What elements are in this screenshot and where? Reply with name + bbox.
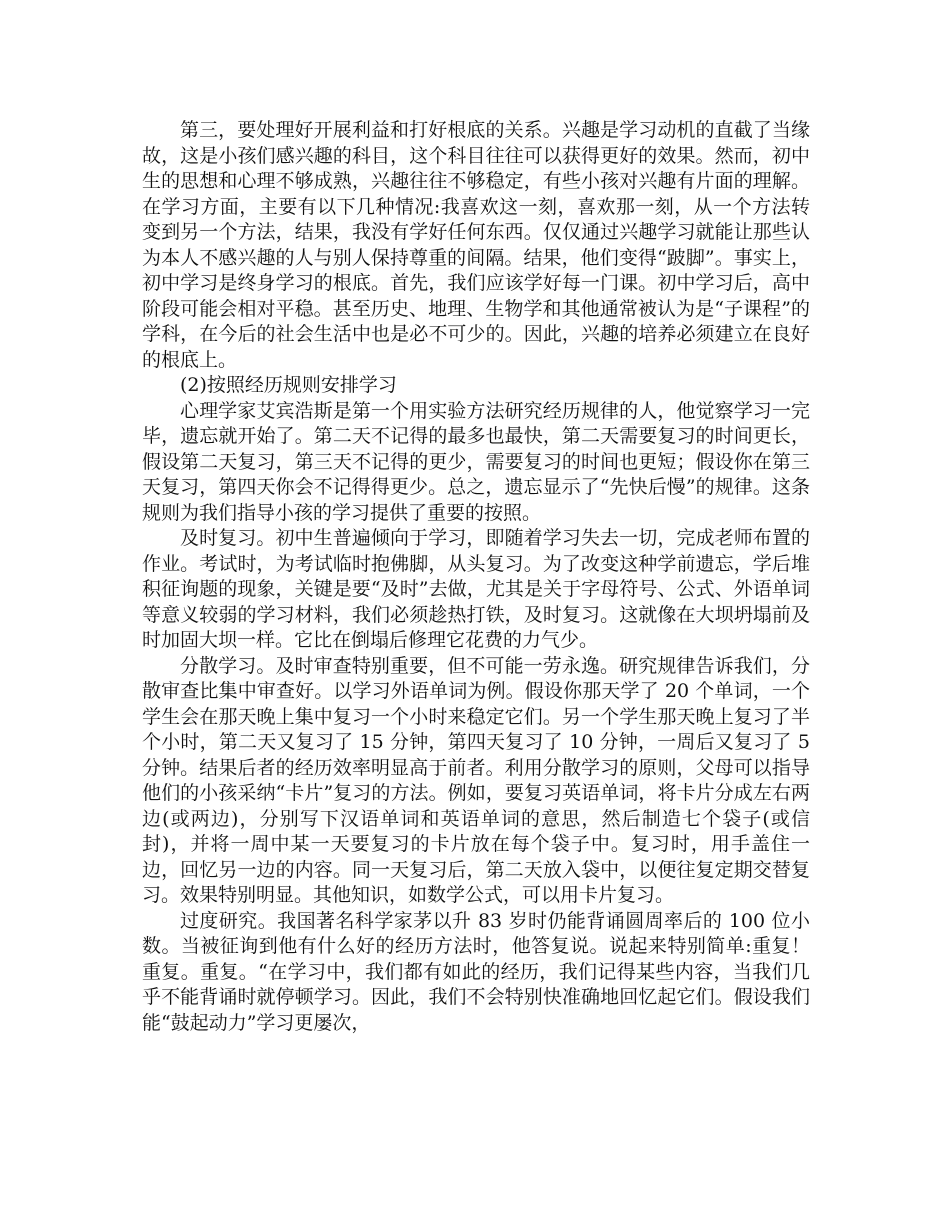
paragraph-interest-foundation: 第三，要处理好开展利益和打好根底的关系。兴趣是学习动机的直截了当缘故，这是小孩们感兴趣的科目，这个科目往往可以获得更好的效果。然而，初中生的思想和心理不够成熟，兴趣往往不够稳定，有些小孩对兴趣有片面的理解。在学习方面，主要有以下几种情况:我喜欢这一刻，喜欢那一刻，从一个方法转变到另一个方法，结果，我没有学好任何东西。仅仅通过兴趣学习就能让那些认为本人不感兴趣的人与别人保持尊重的间隔。结果，他们变得“跛脚”。事实上，初中学习是终身学习的根底。首先，我们应该学好每一门课。初中学习后，高中阶段可能会相对平稳。甚至历史、地理、生物学和其他通常被认为是“子课程”的学科，在今后的社会生活中也是必不可少的。因此，兴趣的培养必须建立在良好的根底上。 (142, 119, 810, 371)
paragraph-timely-review: 及时复习。初中生普遍倾向于学习，即随着学习失去一切，完成老师布置的作业。考试时，为考试临时抱佛脚，从头复习。为了改变这种学前遗忘，学后堆积征询题的现象，关键是要“及时”去做，尤其是关于字母符号、公式、外语单词等意义较弱的学习材料，我们必须趁热打铁，及时复习。这就像在大坝坍塌前及时加固大坝一样。它比在倒塌后修理它花费的力气少。 (142, 527, 810, 651)
section-heading-memory-rules: (2)按照经历规则安排学习 (180, 374, 397, 396)
paragraph-distributed-learning: 分散学习。及时审查特别重要，但不可能一劳永逸。研究规律告诉我们，分散审查比集中审查好。以学习外语单词为例。假设你那天学了 20 个单词，一个学生会在那天晚上集中复习一个小时来稳定它们。另一个学生那天晚上复习了半个小时，第二天又复习了 15 分钟，第四天复习了 10 分钟，一周后又复习了 5 分钟。结果后者的经历效率明显高于前者。利用分散学习的原则，父母可以指导他们的小孩采纳“卡片”复习的方法。例如，要复习英语单词，将卡片分成左右两边(或两边)，分别写下汉语单词和英语单词的意思，然后制造七个袋子(或信封)，并将一周中某一天要复习的卡片放在每个袋子中。复习时，用手盖住一边，回忆另一边的内容。同一天复习后，第二天放入袋中，以便往复定期交替复习。效果特别明显。其他知识，如数学公式，可以用卡片复习。 (142, 654, 810, 906)
paragraph-ebbinghaus: 心理学家艾宾浩斯是第一个用实验方法研究经历规律的人，他觉察学习一完毕，遗忘就开始了。第二天不记得的最多也最快，第二天需要复习的时间更长，假设第二天复习，第三天不记得的更少，需要复习的时间也更短；假设你在第三天复习，第四天你会不记得得更少。总之，遗忘显示了“先快后慢”的规律。这条规则为我们指导小孩的学习提供了重要的按照。 (142, 399, 810, 524)
paragraph-overlearning: 过度研究。我国著名科学家茅以升 83 岁时仍能背诵圆周率后的 100 位小数。当被征询到他有什么好的经历方法时，他答复说。说起来特别简单:重复！重复。重复。“在学习中，我们都有如此的经历，我们记得某些内容，当我们几乎不能背诵时就停顿学习。因此，我们不会特别快准确地回忆起它们。假设我们能“鼓起动力”学习更屡次， (142, 909, 810, 1034)
document-body (142, 118, 810, 1036)
